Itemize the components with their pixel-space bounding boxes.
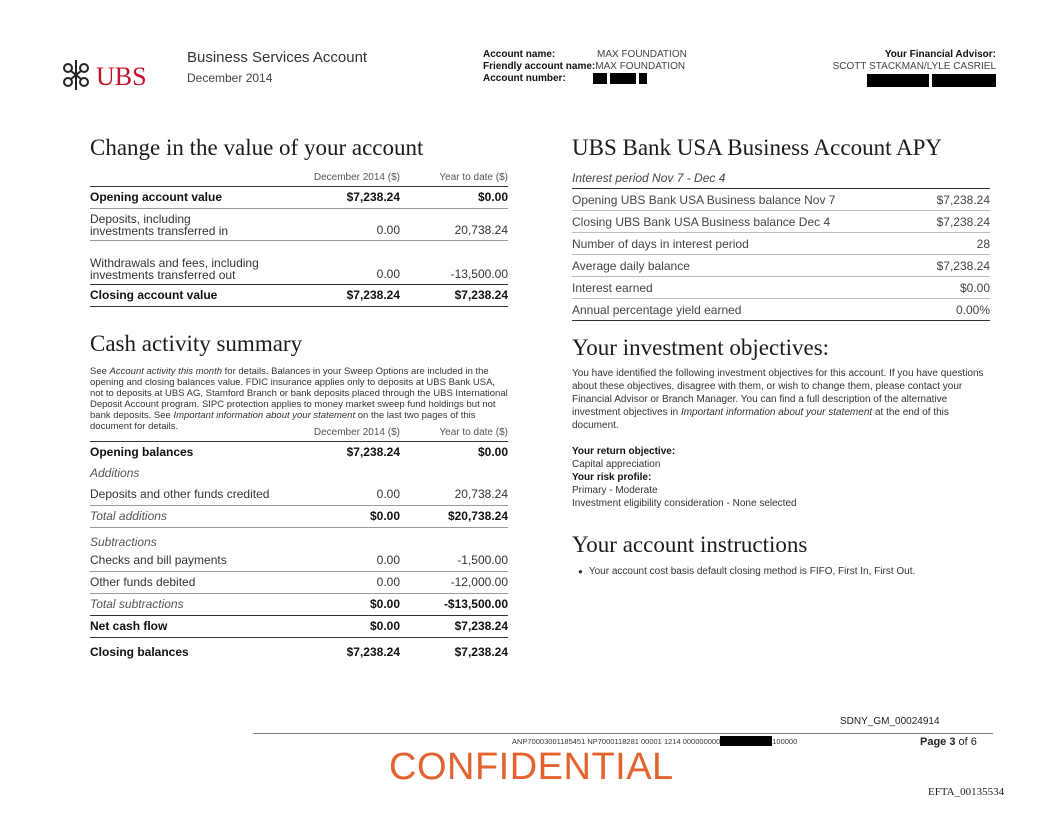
note-reference: Account activity this month [109,366,223,377]
row-label: Number of days in interest period [572,233,920,255]
apy-heading: UBS Bank USA Business Account APY [572,135,942,160]
table-row [90,571,508,593]
row-label: Closing UBS Bank USA Business balance Dec 4 [572,211,920,233]
row-label: Closing account value [90,288,218,302]
redaction [610,73,636,84]
row-value: $0.00 [477,190,508,204]
friendly-name-value: MAX FOUNDATION [595,61,686,72]
table-row [90,186,508,208]
note-reference: Important information about your statement [173,410,356,421]
row-value: $7,238.24 [920,255,990,277]
note-text: on the last two pages of this document for details. [90,410,476,432]
row-value: 0.00 [376,552,400,567]
objectives-details [572,445,992,510]
row-value: $0.00 [369,509,400,523]
row-label: Total additions [90,509,167,523]
row-value: $0.00 [477,445,508,460]
redaction [720,736,772,746]
change-value-table [90,170,508,307]
objectives-text [572,367,992,432]
table-row [572,277,990,299]
row-label: Opening UBS Bank USA Business balance Nov 7 [572,189,920,211]
column-header: Year to date ($) [439,172,508,184]
row-label: Net cash flow [90,619,168,633]
page-number [920,736,977,748]
account-name-value: MAX FOUNDATION [597,49,687,60]
objectives-reference: Important information about your statement [680,407,873,418]
ubs-keys-icon [60,58,160,92]
row-label: Closing balances [90,645,189,660]
row-value: $7,238.24 [346,190,400,204]
row-value: $20,738.24 [447,509,508,523]
advisor-label: Your Financial Advisor: [884,49,996,60]
row-label: Interest earned [572,277,920,299]
redaction [639,73,647,84]
cash-activity-table [90,425,508,667]
table-row [90,240,508,284]
row-value: -$13,500.00 [443,597,508,611]
eligibility-consideration: Investment eligibility consideration - None selected [572,498,797,509]
row-value: $7,238.24 [454,619,508,633]
row-value: 0.00% [920,299,990,321]
table-row [90,284,508,306]
apy-table [572,188,990,321]
redaction [867,74,929,87]
advisor-name: SCOTT STACKMAN/LYLE CASRIEL [832,61,996,72]
row-value: 0.00 [376,266,400,281]
row-value: 0.00 [376,486,400,501]
document-code-part: ANP70003001185451 NP7000118281 00001 1214 000000000 [512,737,721,746]
row-value: $0.00 [920,277,990,299]
ubs-logo [60,58,160,92]
change-value-heading: Change in the value of your account [90,135,424,160]
row-label: Checks and bill payments [90,552,227,567]
page-of: of [958,736,968,748]
row-value: 20,738.24 [454,486,508,501]
table-row [90,483,508,505]
objectives-text-part: You have identified the following investment objectives for this account. If you have questions about these objectives, disagree with them, or wish to change them, please contact your Financial Advisor or Branch Manager. You can find a full description of the alternative investment objectives in [572,368,984,418]
row-value: -1,500.00 [457,552,508,567]
column-header: December 2014 ($) [313,427,400,439]
row-value: $7,238.24 [920,189,990,211]
table-row [90,637,508,667]
row-label: Withdrawals and fees, including investments transferred out [90,255,259,282]
row-value: $0.00 [369,597,400,611]
note-text: See [90,366,110,377]
table-row [90,208,508,240]
row-value: 0.00 [376,222,400,237]
table-row [572,299,990,321]
row-label: Other funds debited [90,575,196,589]
row-value: 28 [920,233,990,255]
section-label: Additions [90,466,140,480]
risk-profile-value: Primary - Moderate [572,485,658,496]
note-text: for details. Balances in your Sweep Options are included in the opening and closing balances value. FDIC insurance applies only to deposits at UBS Bank USA, not to deposits at UBS AG, Stamford Branch or bank deposits placed through the UBS International Deposit Account program. SIPC protection applies to money market sweep fund holdings but not bank deposits. See [90,366,508,421]
return-objective-label: Your return objective: [572,446,676,457]
account-info [483,49,687,85]
table-row [90,463,508,483]
instruction-text: Your account cost basis default closing method is FIFO, First In, First Out. [588,566,916,577]
table-row [90,505,508,527]
row-value: $7,238.24 [346,288,400,302]
table-row [90,593,508,615]
table-row [572,189,990,211]
interest-period: Interest period Nov 7 - Dec 4 [572,171,726,185]
row-label: Average daily balance [572,255,920,277]
row-label: Deposits, including investments transferred in [90,211,229,238]
page-total: 6 [970,736,977,748]
row-value: $7,238.24 [454,645,508,660]
row-label: Annual percentage yield earned [572,299,920,321]
column-header: Year to date ($) [439,427,508,439]
row-value: -13,500.00 [450,266,508,281]
redaction [593,73,607,84]
row-label: Deposits and other funds credited [90,486,270,501]
footer-divider [253,733,993,734]
account-type-title: Business Services Account [187,49,368,66]
account-number-label: Account number: [483,73,566,85]
row-label: Opening account value [90,190,223,204]
row-value: $7,238.24 [454,288,508,302]
table-row [90,527,508,549]
row-value: $0.00 [369,619,400,633]
page-label: Page [920,736,947,748]
objectives-heading: Your investment objectives: [572,335,830,360]
table-row [90,549,508,571]
redaction [932,74,996,87]
row-value: -12,000.00 [450,575,508,589]
table-row [90,615,508,637]
risk-profile-label: Your risk profile: [572,472,652,483]
row-value: $7,238.24 [346,645,400,660]
row-value: $7,238.24 [920,211,990,233]
row-value: 0.00 [376,575,400,589]
document-code [512,736,797,746]
table-row [572,233,990,255]
cash-activity-heading: Cash activity summary [90,331,303,356]
page-current: 3 [949,736,956,748]
account-name-label: Account name: [483,49,556,60]
column-header: December 2014 ($) [313,172,400,184]
instruction-item [578,565,998,578]
row-value: 20,738.24 [454,222,508,237]
instructions-heading: Your account instructions [572,532,808,557]
confidential-stamp: CONFIDENTIAL [389,746,674,788]
row-label: Opening balances [90,445,194,460]
bullet-icon: ● [578,567,583,576]
friendly-name-label: Friendly account name: [483,61,596,72]
bates-number-bottom: EFTA_00135534 [928,786,1005,798]
document-code-part: 100000 [772,737,798,746]
bates-number-top: SDNY_GM_00024914 [840,716,940,727]
table-row [572,211,990,233]
cash-activity-note [90,366,510,432]
table-row [90,441,508,463]
financial-advisor [736,49,996,87]
table-row [572,255,990,277]
objectives-text-part: at the end of this document. [572,407,949,431]
logo-text: UBS [96,62,147,91]
return-objective-value: Capital appreciation [572,459,661,470]
row-value: $7,238.24 [346,445,400,460]
statement-period: December 2014 [187,71,273,85]
row-label: Total subtractions [90,597,184,611]
section-label: Subtractions [90,535,157,549]
